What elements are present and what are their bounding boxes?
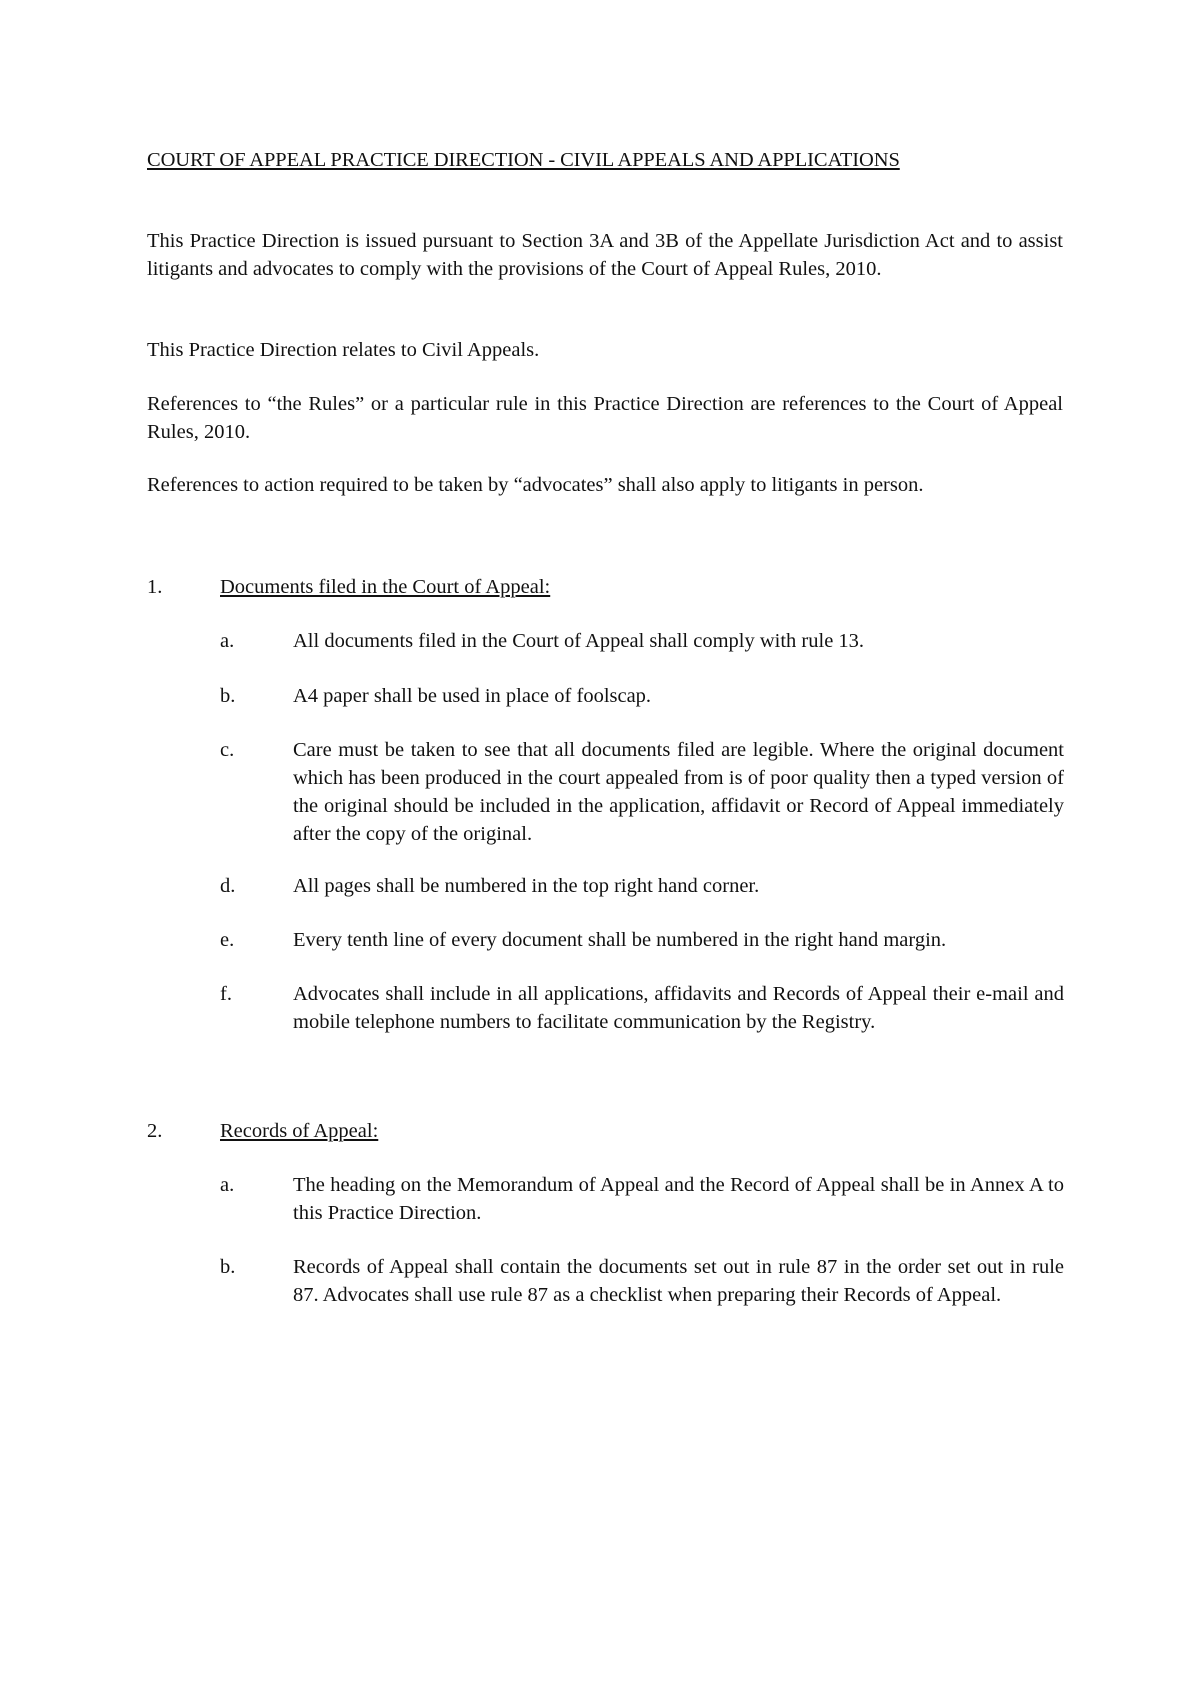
section-2-heading: Records of Appeal: [220, 1120, 379, 1142]
intro-paragraph-3: References to “the Rules” or a particular rule in this Practice Direction are references to the Court of Appeal Rules, 2010. [147, 393, 1063, 443]
section-1-item-e-text: Every tenth line of every document shall be numbered in the right hand margin. [293, 929, 947, 951]
document-title: COURT OF APPEAL PRACTICE DIRECTION - CIVIL APPEALS AND APPLICATIONS [147, 149, 900, 171]
intro-paragraph-1: This Practice Direction is issued pursuant to Section 3A and 3B of the Appellate Jurisdiction Act and to assist litigants and advocates to comply with the provisions of the Court of Appeal Rules, 2010. [147, 230, 1063, 280]
section-1-item-c-letter: c. [220, 739, 235, 761]
intro-paragraph-4: References to action required to be taken by “advocates” shall also apply to litigants in person. [147, 474, 924, 496]
section-1-item-a-text: All documents filed in the Court of Appeal shall comply with rule 13. [293, 630, 865, 652]
section-2-item-a-letter: a. [220, 1174, 235, 1196]
section-1-item-d-text: All pages shall be numbered in the top right hand corner. [293, 875, 760, 897]
intro-paragraph-2: This Practice Direction relates to Civil Appeals. [147, 339, 540, 361]
section-1-number: 1. [147, 576, 163, 598]
section-2-item-b-letter: b. [220, 1256, 236, 1278]
section-2-item-b-text: Records of Appeal shall contain the documents set out in rule 87 in the order set out in rule 87. Advocates shall use rule 87 as a checklist when preparing their Records of Appeal. [293, 1256, 1064, 1306]
section-1-item-f-letter: f. [220, 983, 232, 1005]
section-1-item-d-letter: d. [220, 875, 236, 897]
section-2-number: 2. [147, 1120, 163, 1142]
section-1-item-c-text: Care must be taken to see that all documents filed are legible. Where the original document which has been produced in the court appealed from is of poor quality then a typed version of the original should be included in the application, affidavit or Record of Appeal immediately after the copy of the original. [293, 739, 1064, 845]
section-1-item-a-letter: a. [220, 630, 235, 652]
section-1-item-f-text: Advocates shall include in all applications, affidavits and Records of Appeal their e-mail and mobile telephone numbers to facilitate communication by the Registry. [293, 983, 1064, 1033]
section-1-heading: Documents filed in the Court of Appeal: [220, 576, 551, 598]
section-1-item-b-letter: b. [220, 685, 236, 707]
section-1-item-b-text: A4 paper shall be used in place of foolscap. [293, 685, 652, 707]
section-1-item-e-letter: e. [220, 929, 235, 951]
section-2-item-a-text: The heading on the Memorandum of Appeal and the Record of Appeal shall be in Annex A to this Practice Direction. [293, 1174, 1064, 1224]
